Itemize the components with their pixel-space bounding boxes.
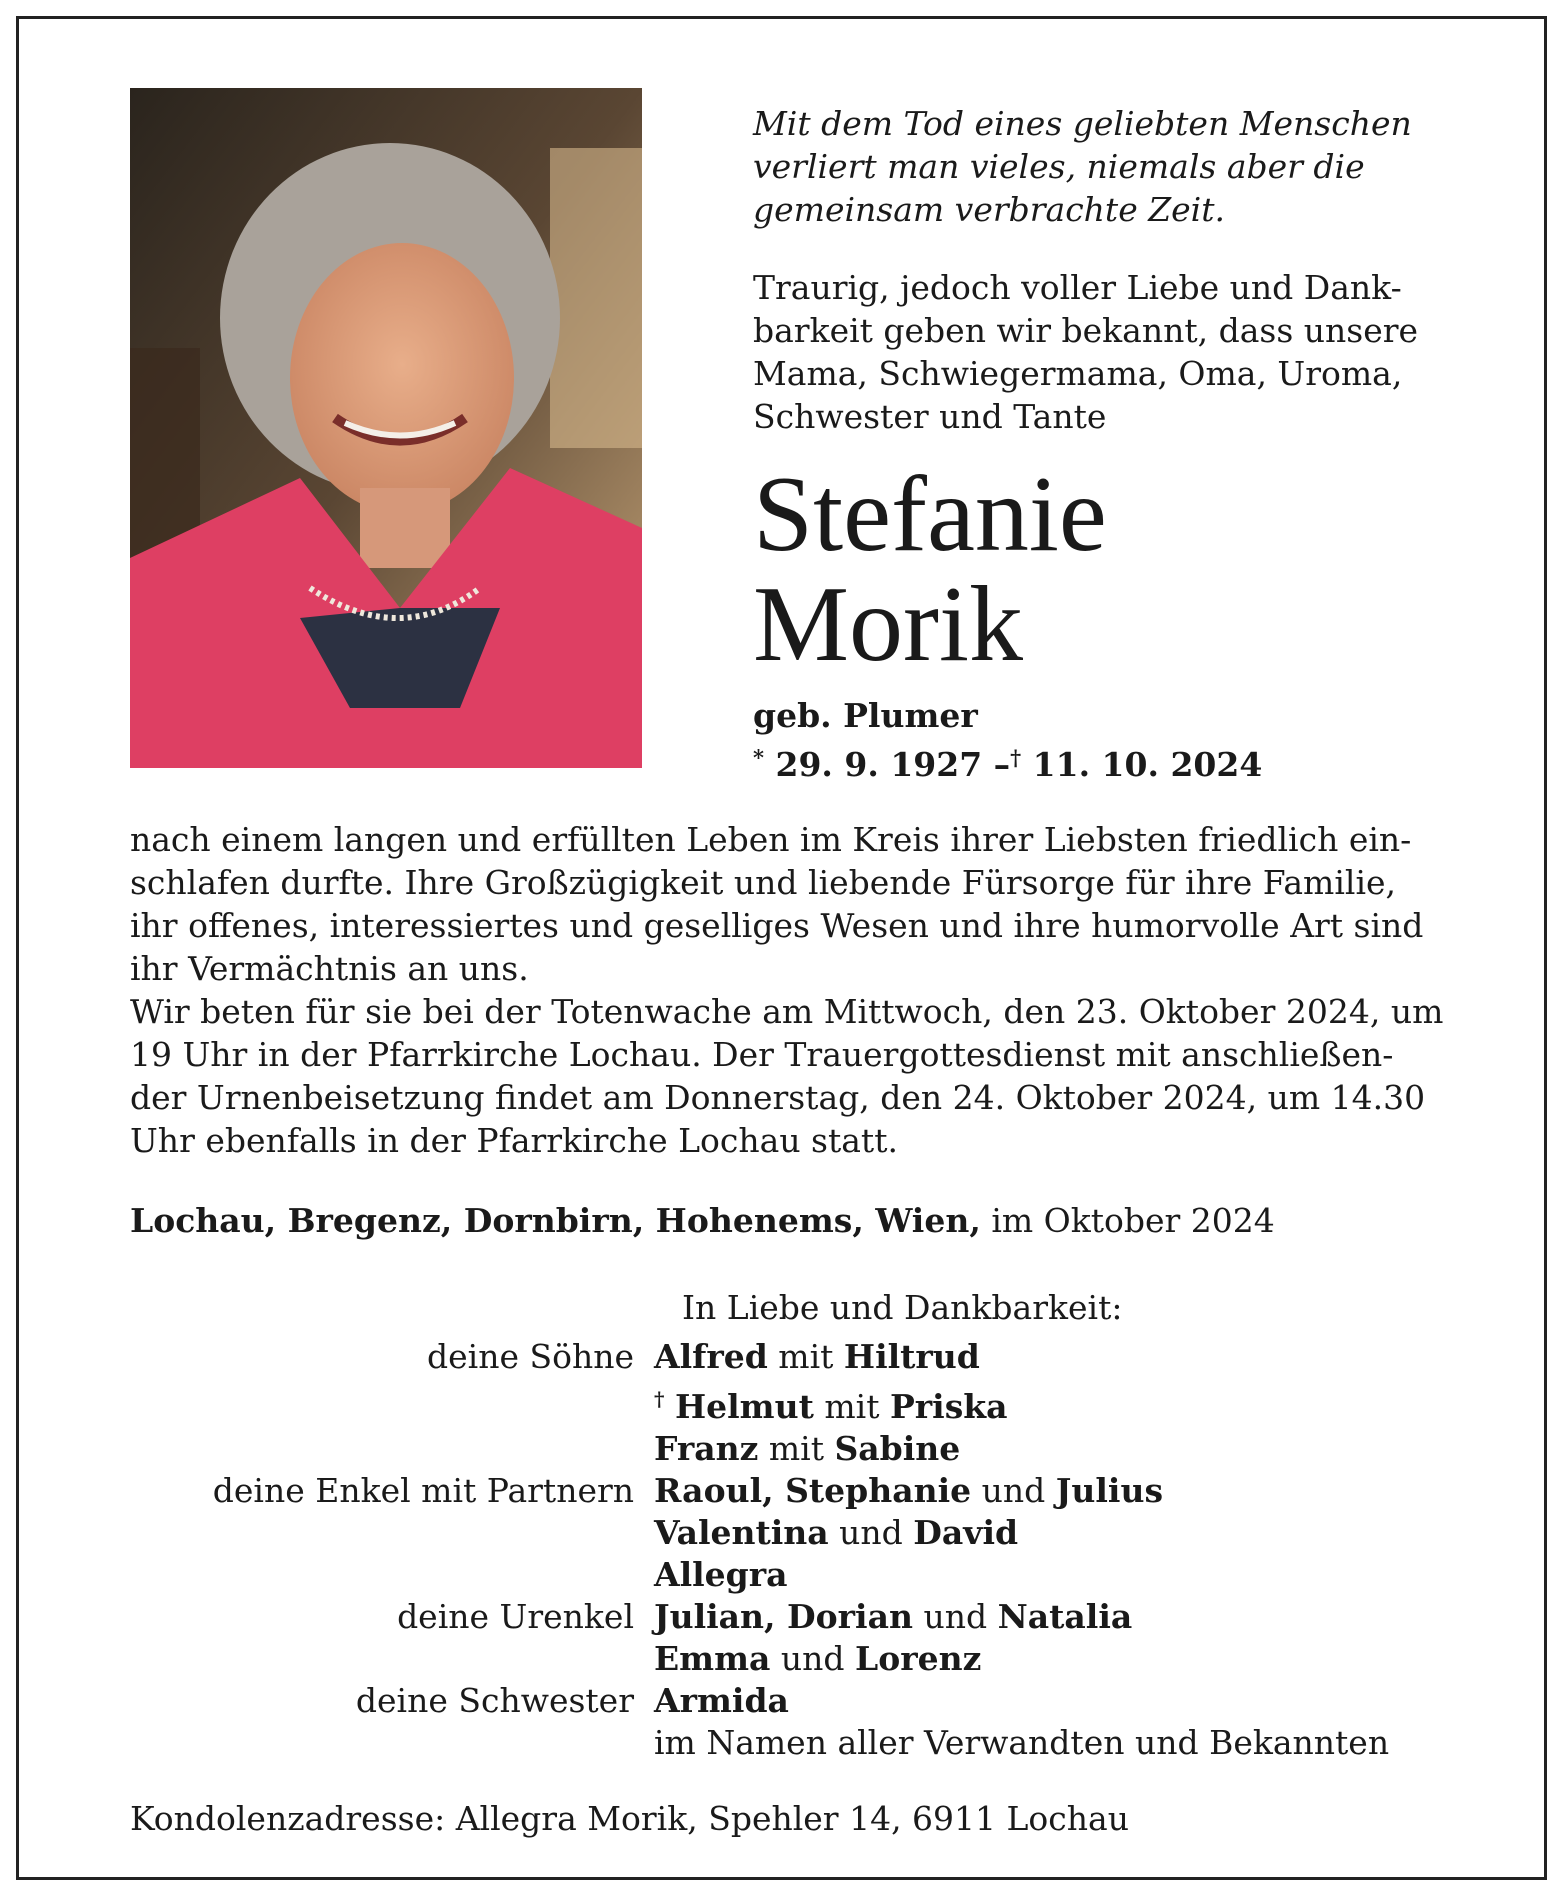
mourner-row — [130, 1596, 1460, 1638]
mourner-row — [130, 1638, 1460, 1680]
mourner-name: Lorenz — [855, 1639, 982, 1678]
mourner-row — [130, 1470, 1460, 1512]
mourner-name: Armida — [654, 1681, 789, 1720]
cross-icon: † — [654, 1387, 665, 1411]
mourner-row — [130, 1722, 1460, 1764]
mourner-name: Julian, Dorian — [654, 1597, 913, 1636]
relation-label: deine Enkel mit Partnern — [212, 1471, 634, 1510]
thanks-heading: In Liebe und Dankbarkeit: — [682, 1288, 1123, 1327]
mourner-name: Valentina — [654, 1513, 829, 1552]
conjunction: mit — [778, 1337, 834, 1376]
mourner-name: David — [913, 1513, 1019, 1552]
intro-line: Mama, Schwiegermama, Oma, Uroma, — [753, 354, 1403, 393]
birth-date: 29. 9. 1927 — [775, 745, 983, 784]
relation-label: deine Urenkel — [397, 1597, 634, 1636]
memorial-quote — [753, 102, 1453, 231]
mourner-row — [130, 1554, 1460, 1596]
body-line: nach einem langen und erfüllten Leben im Kreis ihrer Liebsten friedlich ein- — [130, 820, 1412, 859]
mourner-row — [130, 1378, 1460, 1428]
mourner-name: Sabine — [834, 1429, 961, 1468]
last-name: Morik — [753, 565, 1023, 684]
closing-line: im Namen aller Verwandten und Bekannten — [654, 1723, 1390, 1762]
quote-line: gemeinsam verbrachte Zeit. — [753, 190, 1225, 229]
intro-line: barkeit geben wir bekannt, dass unsere — [753, 311, 1419, 350]
body-line: ihr offenes, interessiertes und geselliges Wesen und ihre humorvolle Art sind — [130, 906, 1424, 945]
quote-line: Mit dem Tod eines geliebten Menschen — [753, 104, 1412, 143]
mourner-name: Franz — [654, 1429, 759, 1468]
death-cross-icon: † — [1010, 745, 1022, 770]
intro-line: Traurig, jedoch voller Liebe und Dank- — [753, 268, 1402, 307]
conjunction: und — [839, 1513, 903, 1552]
mourner-name: Alfred — [654, 1337, 768, 1376]
relation-label: deine Söhne — [427, 1337, 634, 1376]
death-date: 11. 10. 2024 — [1032, 745, 1263, 784]
first-name: Stefanie — [753, 455, 1107, 574]
conjunction: und — [780, 1639, 845, 1678]
birth-star-icon: * — [753, 745, 764, 770]
date-separator: – — [993, 745, 1011, 784]
body-line: Uhr ebenfalls in der Pfarrkirche Lochau statt. — [130, 1121, 898, 1160]
announcement-intro — [753, 266, 1453, 438]
conjunction: mit — [768, 1429, 824, 1468]
mourner-name: Hiltrud — [843, 1337, 980, 1376]
places-list: Lochau, Bregenz, Dornbirn, Hohenems, Wien, — [130, 1201, 981, 1240]
conjunction: mit — [824, 1387, 880, 1426]
obituary-body — [130, 818, 1444, 1162]
mourner-name: Julius — [1055, 1471, 1164, 1510]
mourner-row — [130, 1428, 1460, 1470]
mourner-name: Helmut — [674, 1387, 814, 1426]
mourner-row — [130, 1336, 1460, 1378]
body-line: ihr Vermächtnis an uns. — [130, 949, 529, 988]
relation-label: deine Schwester — [355, 1681, 634, 1720]
body-line: der Urnenbeisetzung findet am Donnerstag, den 24. Oktober 2024, um 14.30 — [130, 1078, 1426, 1117]
portrait-photo — [130, 88, 642, 768]
mourners-list — [130, 1336, 1460, 1764]
places-and-date — [130, 1200, 1275, 1242]
mourner-name: Emma — [654, 1639, 771, 1678]
body-line: schlafen durfte. Ihre Großzügigkeit und liebende Fürsorge für ihre Familie, — [130, 863, 1397, 902]
intro-line: Schwester und Tante — [753, 397, 1107, 436]
body-line: Wir beten für sie bei der Totenwache am Mittwoch, den 23. Oktober 2024, um — [130, 992, 1444, 1031]
life-dates — [753, 738, 1262, 785]
mourner-name: Natalia — [997, 1597, 1133, 1636]
conjunction: und — [981, 1471, 1046, 1510]
conjunction: und — [923, 1597, 988, 1636]
mourner-row — [130, 1680, 1460, 1722]
mourner-name: Priska — [889, 1387, 1008, 1426]
place-date: im Oktober 2024 — [991, 1201, 1275, 1240]
maiden-name: geb. Plumer — [753, 696, 978, 735]
mourner-name: Raoul, Stephanie — [654, 1471, 972, 1510]
condolence-address: Kondolenzadresse: Allegra Morik, Spehler 14, 6911 Lochau — [130, 1799, 1129, 1838]
body-line: 19 Uhr in der Pfarrkirche Lochau. Der Trauergottesdienst mit anschließen- — [130, 1035, 1394, 1074]
mourner-name: Allegra — [654, 1555, 788, 1594]
mourner-row — [130, 1512, 1460, 1554]
deceased-name — [753, 455, 1453, 684]
quote-line: verliert man vieles, niemals aber die — [753, 147, 1365, 186]
